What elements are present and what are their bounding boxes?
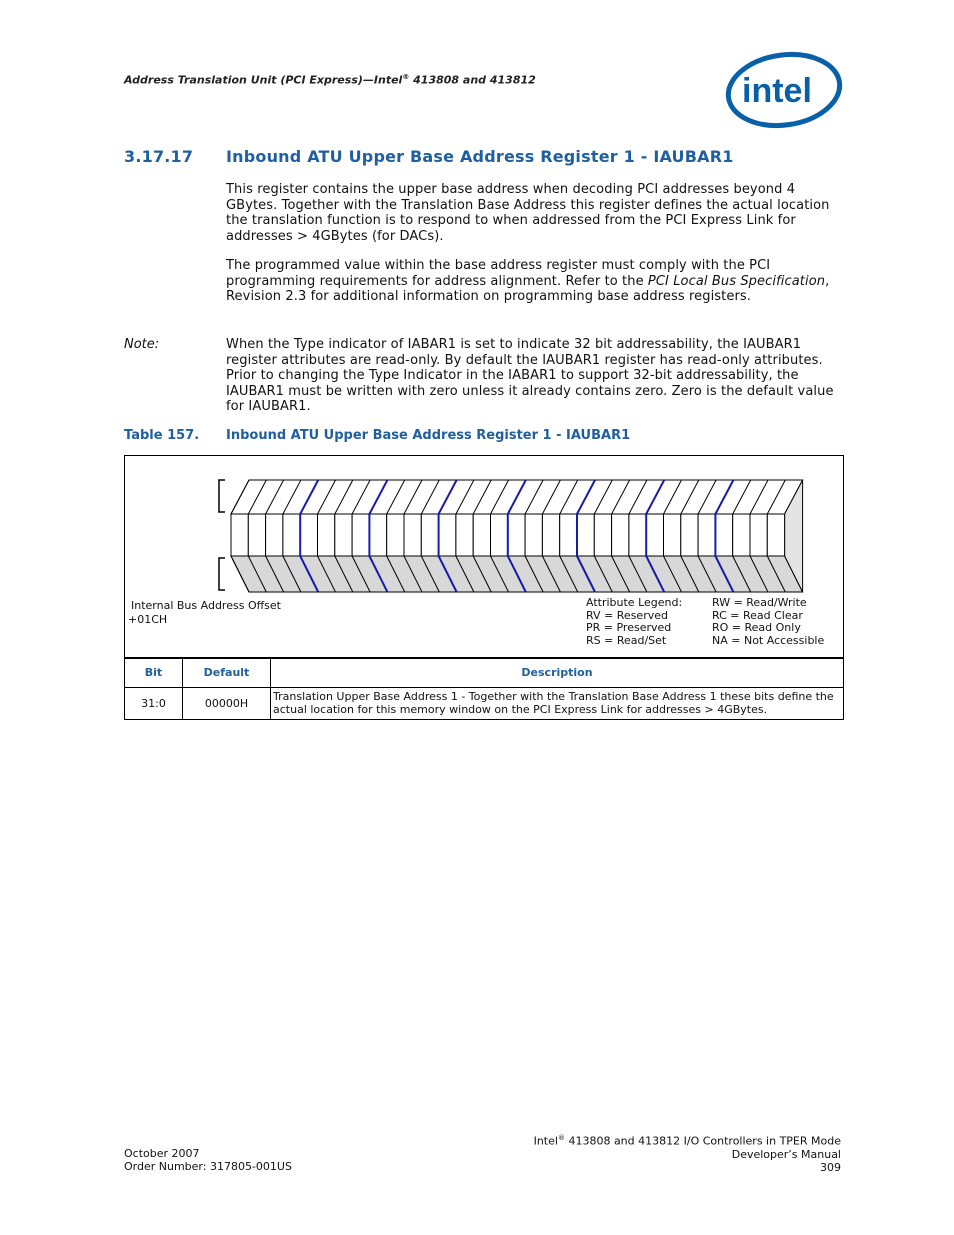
running-header: Address Translation Unit (PCI Express)—Intel® 413808 and 413812 — [124, 73, 536, 87]
bit-cell — [231, 514, 248, 556]
legend-item: RV = Reserved — [586, 608, 668, 622]
legend-item: RC = Read Clear — [712, 608, 803, 622]
register-bit-diagram — [215, 476, 815, 596]
bit-cell — [542, 514, 559, 556]
register-description-table — [124, 657, 844, 720]
note-text: When the Type indicator of IABAR1 is set to indicate 32 bit addressability, the IAUBAR1 register attributes are read-only. By default the IAUBAR1 register has read-only attributes. Prior to changing the Type Indicator in the IABAR1 to support 32-bit addressability, the IAUBAR1 must be written with zero unless it already contains zero. Zero is the default value for IAUBAR1. — [226, 337, 834, 415]
table-number: Table 157. — [124, 428, 200, 443]
footer-page-number: 309 — [820, 1160, 841, 1174]
bracket-bottom — [219, 558, 225, 590]
offset-label: Internal Bus Address Offset — [131, 599, 281, 612]
bit-cell — [508, 514, 525, 556]
bit-cell — [369, 514, 386, 556]
section-title: Inbound ATU Upper Base Address Register 1 - IAUBAR1 — [226, 147, 734, 166]
bit-cell — [300, 514, 317, 556]
header-bit: Bit — [125, 658, 183, 688]
paragraph-2: The programmed value within the base address register must comply with the PCI programming requirements for address alignment. Refer to the PCI Local Bus Specification, Revision 2.3 for additional information on programming base address registers. — [226, 258, 830, 305]
legend-item: RS = Read/Set — [586, 633, 667, 647]
bit-cell — [629, 514, 646, 556]
footer-manual: Developer’s Manual — [731, 1147, 841, 1161]
table-row — [125, 688, 844, 720]
header-default: Default — [183, 658, 271, 688]
bit-cell — [318, 514, 335, 556]
bit-cell — [491, 514, 508, 556]
bit-cell — [352, 514, 369, 556]
bit-cell — [698, 514, 715, 556]
bit-cell — [421, 514, 438, 556]
cell-description: Translation Upper Base Address 1 - Together with the Translation Base Address 1 these bits define the actual location for this memory window on the PCI Express Link for addresses > 4GBytes. — [271, 688, 844, 720]
footer-product: Intel® 413808 and 413812 I/O Controllers in TPER Mode — [533, 1134, 841, 1148]
bit-cell — [560, 514, 577, 556]
bit-cell — [439, 514, 456, 556]
table-header-row — [125, 658, 844, 688]
bit-cell — [404, 514, 421, 556]
bit-cell — [612, 514, 629, 556]
table-title: Inbound ATU Upper Base Address Register 1 - IAUBAR1 — [226, 428, 631, 443]
table-caption — [124, 428, 630, 443]
bit-cell — [594, 514, 611, 556]
bit-cell — [387, 514, 404, 556]
bit-cell — [715, 514, 732, 556]
bracket-top — [219, 480, 225, 512]
header-description: Description — [271, 658, 844, 688]
intel-logo — [722, 50, 844, 132]
footer-left — [124, 1147, 292, 1173]
legend-item: RW = Read/Write — [712, 596, 807, 609]
legend-item: RO = Read Only — [712, 621, 801, 634]
svg-text:intel: intel — [742, 72, 812, 110]
bit-cell — [681, 514, 698, 556]
bit-cell — [525, 514, 542, 556]
bit-cell — [248, 514, 265, 556]
footer-order-number: Order Number: 317805-001US — [124, 1160, 292, 1173]
bit-cell — [473, 514, 490, 556]
bit-cell — [577, 514, 594, 556]
section-number: 3.17.17 — [124, 147, 194, 166]
legend-title: Attribute Legend: — [586, 596, 683, 609]
bit-cell — [283, 514, 300, 556]
bit-cell — [456, 514, 473, 556]
bit-cell — [646, 514, 663, 556]
cell-default: 00000H — [183, 688, 271, 720]
footer-date: October 2007 — [124, 1147, 200, 1160]
note-label: Note: — [124, 337, 160, 352]
spec-title: PCI Local Bus Specification — [647, 273, 826, 289]
bit-cell — [266, 514, 283, 556]
bit-cell — [335, 514, 352, 556]
offset-value: +01CH — [128, 613, 168, 626]
bit-cell — [664, 514, 681, 556]
legend-item: PR = Preserved — [586, 621, 672, 634]
paragraph-1: This register contains the upper base address when decoding PCI addresses beyond 4 GBytes. Together with the Translation Base Address this register defines the actual location the translation function is to respond to when addressed from the PCI Express Link for addresses > 4GBytes (for DACs). — [226, 182, 830, 244]
bit-cell — [750, 514, 767, 556]
bit-cell — [733, 514, 750, 556]
footer-right — [534, 1132, 841, 1174]
legend-col-2 — [712, 597, 824, 647]
bit-cell — [767, 514, 784, 556]
cell-bit: 31:0 — [125, 688, 183, 720]
section-heading — [124, 147, 734, 166]
legend-item: NA = Not Accessible — [712, 633, 825, 647]
legend-col-1 — [586, 597, 682, 647]
register-diagram-box — [124, 455, 844, 659]
